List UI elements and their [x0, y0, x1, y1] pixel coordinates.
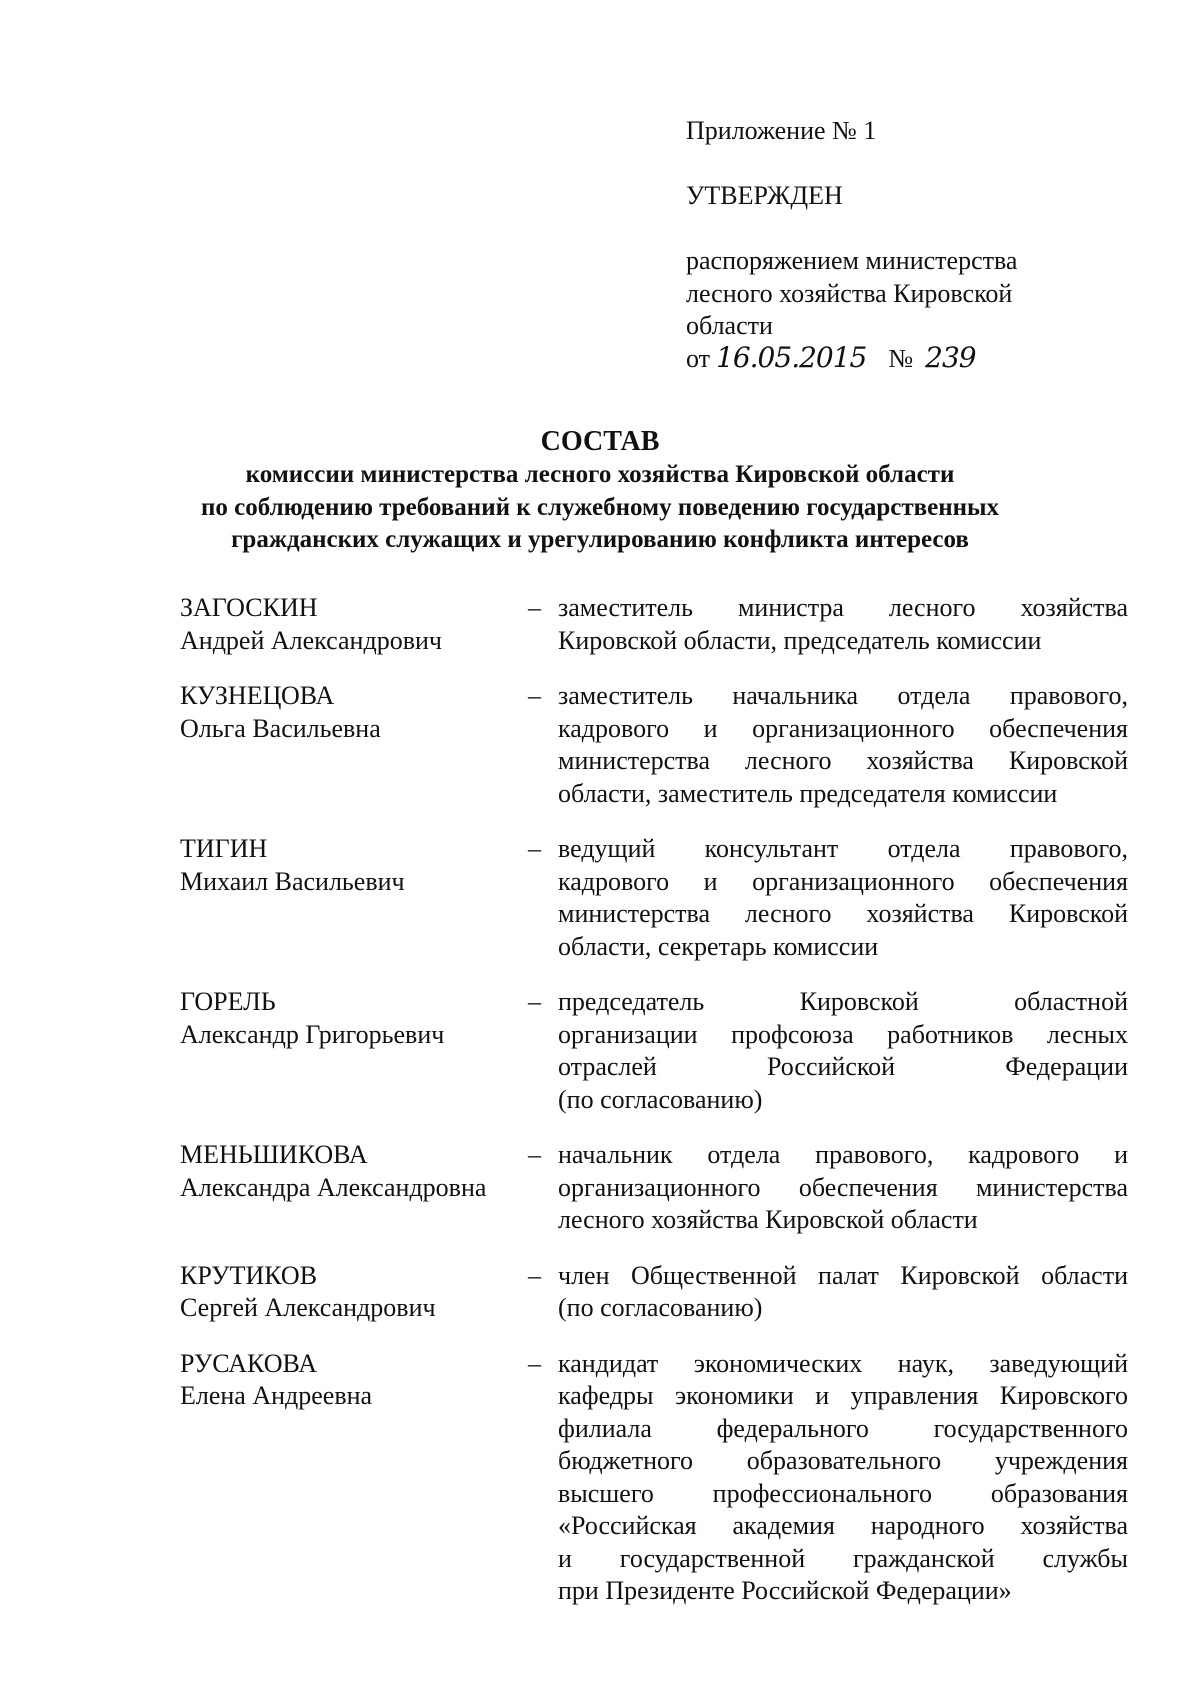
- member-name: [180, 1139, 528, 1237]
- member-row: [180, 1260, 1138, 1325]
- member-surname: ТИГИН: [180, 834, 268, 863]
- member-given-names: Александра Александровна: [180, 1172, 487, 1202]
- document-title: СОСТАВ: [540, 426, 660, 457]
- member-role-line: министерства лесного хозяйства Кировской: [558, 899, 1128, 928]
- member-role-line: области, секретарь комиссии: [558, 931, 879, 961]
- member-given-names: Елена Андреевна: [180, 1381, 373, 1410]
- member-given-names: Александр Григорьевич: [180, 1019, 445, 1049]
- member-row: [180, 986, 1138, 1116]
- member-role-line: кадрового и организационного обеспечения: [558, 713, 1128, 743]
- member-name: [180, 592, 528, 657]
- member-surname: ГОРЕЛЬ: [180, 987, 276, 1016]
- member-name: [180, 1260, 528, 1325]
- order-line: распоряжением министерства: [686, 246, 1018, 275]
- document-subtitle-line: по соблюдению требований к служебному поведению государственных: [200, 493, 1000, 521]
- order-reference-text: [686, 245, 1086, 343]
- member-surname: КРУТИКОВ: [180, 1260, 318, 1290]
- commission-members-list: [180, 592, 1138, 1631]
- member-dash: –: [528, 987, 541, 1016]
- order-prefix: от: [686, 344, 711, 373]
- member-role-line: отраслей Российской Федерации: [558, 1052, 1128, 1081]
- member-dash: –: [528, 681, 541, 710]
- member-role-line: начальник отдела правового, кадрового и: [558, 1140, 1128, 1169]
- member-surname: МЕНЬШИКОВА: [180, 1140, 368, 1169]
- order-date-number: [686, 342, 976, 376]
- member-name: [180, 680, 528, 810]
- member-role: [558, 1348, 1128, 1608]
- member-role-line: области, заместитель председателя комиссии: [558, 778, 1058, 808]
- member-role-line: заместитель министра лесного хозяйства: [558, 593, 1128, 622]
- member-surname: РУСАКОВА: [180, 1348, 317, 1378]
- member-surname: ЗАГОСКИН: [180, 593, 318, 622]
- member-role-line: при Президенте Российской Федерации»: [558, 1576, 1012, 1605]
- member-role-line: филиала федерального государственного: [558, 1413, 1128, 1443]
- member-name: [180, 986, 528, 1116]
- member-role-line: кадрового и организационного обеспечения: [558, 866, 1128, 896]
- handwritten-order-number: 239: [925, 341, 976, 374]
- document-subtitle-line: гражданских служащих и урегулированию конфликта интересов: [231, 526, 969, 553]
- appendix-number: Приложение № 1: [686, 116, 877, 145]
- member-row: [180, 1139, 1138, 1237]
- order-line: лесного хозяйства Кировской: [686, 278, 1013, 308]
- member-role: [558, 986, 1128, 1116]
- member-given-names: Ольга Васильевна: [180, 713, 381, 743]
- member-role-line: (по согласованию): [558, 1084, 763, 1114]
- member-role-line: член Общественной палат Кировской области: [558, 1260, 1128, 1290]
- member-role: [558, 1260, 1128, 1325]
- member-role: [558, 592, 1128, 657]
- member-dash: –: [528, 1348, 541, 1378]
- member-role-line: организационного обеспечения министерства: [558, 1172, 1128, 1202]
- document-subtitle-line: комиссии министерства лесного хозяйства Кировской области: [245, 461, 955, 488]
- member-given-names: Андрей Александрович: [180, 625, 442, 655]
- member-dash: –: [528, 593, 541, 622]
- approved-label: УТВЕРЖДЕН: [686, 181, 843, 210]
- member-role: [558, 680, 1128, 810]
- handwritten-order-date: 16.05.2015: [716, 341, 867, 374]
- member-role-line: кандидат экономических наук, заведующий: [558, 1348, 1128, 1378]
- member-row: [180, 1348, 1138, 1608]
- member-dash: –: [528, 1260, 541, 1290]
- member-role-line: лесного хозяйства Кировской области: [558, 1205, 978, 1234]
- order-number-sign: №: [888, 344, 914, 373]
- member-row: [180, 833, 1138, 963]
- member-role: [558, 833, 1128, 963]
- document-title-block: [60, 425, 1140, 557]
- member-role-line: и государственной гражданской службы: [558, 1543, 1128, 1573]
- member-role-line: Кировской области, председатель комиссии: [558, 625, 1042, 655]
- member-dash: –: [528, 1140, 541, 1169]
- member-surname: КУЗНЕЦОВА: [180, 681, 335, 710]
- member-dash: –: [528, 834, 541, 863]
- member-role-line: бюджетного образовательного учреждения: [558, 1446, 1128, 1475]
- order-line: области: [686, 311, 773, 340]
- member-role-line: организации профсоюза работников лесных: [558, 1019, 1128, 1049]
- member-role-line: высшего профессионального образования: [558, 1478, 1128, 1508]
- member-role-line: министерства лесного хозяйства Кировской: [558, 746, 1128, 775]
- member-row: [180, 592, 1138, 657]
- member-role: [558, 1139, 1128, 1237]
- member-role-line: заместитель начальника отдела правового,: [558, 681, 1128, 710]
- member-name: [180, 1348, 528, 1608]
- member-role-line: ведущий консультант отдела правового,: [558, 834, 1128, 863]
- member-role-line: председатель Кировской областной: [558, 987, 1128, 1016]
- member-role-line: кафедры экономики и управления Кировского: [558, 1381, 1128, 1410]
- member-row: [180, 680, 1138, 810]
- member-given-names: Михаил Васильевич: [180, 866, 405, 896]
- member-role-line: «Российская академия народного хозяйства: [558, 1511, 1128, 1540]
- member-role-line: (по согласованию): [558, 1293, 763, 1322]
- member-name: [180, 833, 528, 963]
- member-given-names: Сергей Александрович: [180, 1293, 436, 1322]
